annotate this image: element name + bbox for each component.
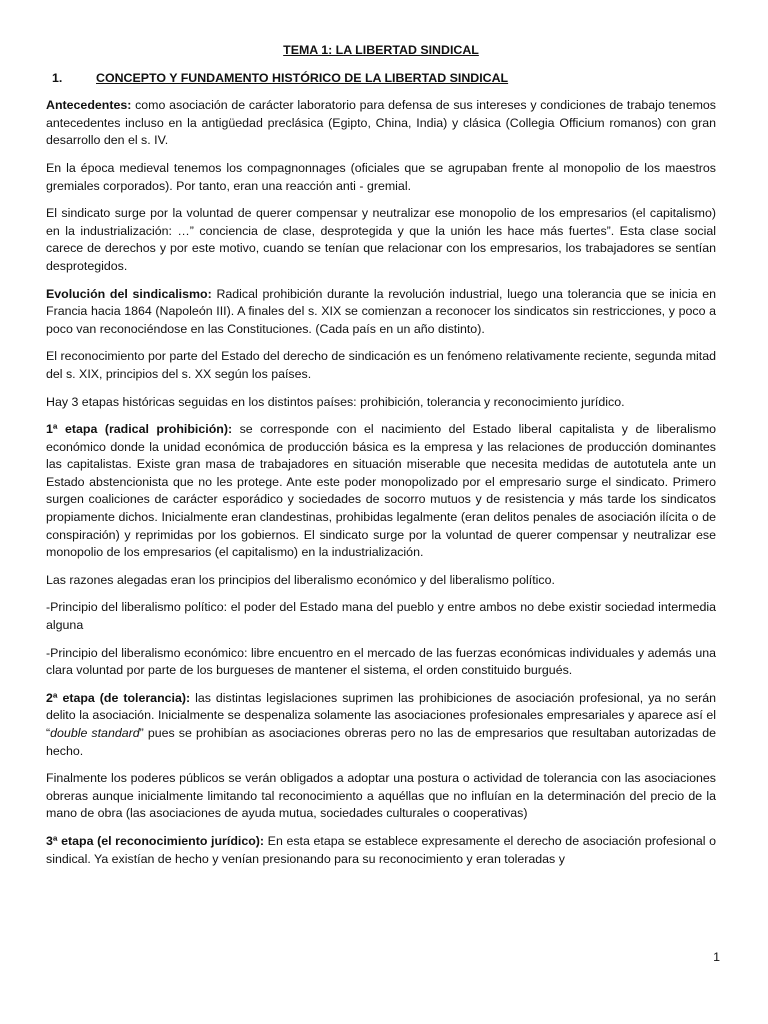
- paragraph-liberalismo-politico: -Principio del liberalismo político: el poder del Estado mana del pueblo y entre ambos no debe existir sociedad intermedia alguna: [46, 600, 716, 633]
- paragraph-label: 1ª etapa (radical prohibición):: [46, 422, 233, 437]
- paragraph-etapa-2: [46, 690, 716, 760]
- paragraph-text: Radical prohibición durante la revolución industrial, luego una tolerancia que se inicia en Francia hacia 1864 (Napoleón III). A finales del s. XIX se comienzan a reconocer los sindicatos sin restricciones, y poco a poco van reconociéndose en las Constituciones. (Cada país en un año distinto).: [46, 286, 716, 336]
- section-title: CONCEPTO Y FUNDAMENTO HISTÓRICO DE LA LIBERTAD SINDICAL: [96, 70, 509, 85]
- paragraph-label: Evolución del sindicalismo:: [46, 286, 212, 301]
- page-number: 1: [713, 950, 720, 964]
- paragraph-etapa-1: [46, 421, 716, 562]
- paragraph-text: se corresponde con el nacimiento del Estado liberal capitalista y de liberalismo económico donde la unidad económica de producción básica es la empresa y las relaciones de producción dominantes las capitalistas. Existe gran masa de trabajadores en situación miserable que necesita medidas de autotutela ante un Estado abstencionista que no les protege. Ante este poder monopolizado por el empresario surge el sindicato. Primero surgen coaliciones de carácter esporádico y sociedades de socorro mutuos y de resistencia y más tarde los sindicatos propiamente dichos. Inicialmente eran clandestinas, prohibidas legalmente (eran delitos penales de asociación ilícita o de conspiración) y reprimidas por los gobiernos. El sindicato surge por la voluntad de querer compensar y neutralizar ese monopolio de los empresarios (el capitalismo) en la industrialización.: [46, 422, 716, 560]
- paragraph-evolucion: [46, 286, 716, 339]
- section-number: 1.: [52, 70, 63, 85]
- paragraph-italic: double standard: [50, 726, 140, 740]
- paragraph-etapa-3: [46, 833, 716, 868]
- paragraph-antecedentes: [46, 97, 716, 150]
- paragraph-text: ” pues se prohibían as asociaciones obreras pero no las de empresarios que resultaban autorizadas de hecho.: [46, 726, 717, 758]
- paragraph-text: las distintas legislaciones suprimen las prohibiciones de asociación profesional, ya no serán delito la asociación. Inicialmente se despenaliza solamente las asociaciones profesionales empresariales y aparece así el “: [46, 690, 716, 740]
- document-body: [46, 42, 716, 878]
- paragraph-label: 2ª etapa (de tolerancia):: [46, 690, 191, 705]
- paragraph-etapas: Hay 3 etapas históricas seguidas en los distintos países: prohibición, tolerancia y reconocimiento jurídico.: [46, 394, 625, 409]
- paragraph-label: Antecedentes:: [46, 98, 132, 113]
- paragraph-sindicato-surge: El sindicato surge por la voluntad de querer compensar y neutralizar ese monopolio de los empresarios (el capitalismo) en la industrialización: …” conciencia de clase, desprotegida y que la unión les hace más fuertes”. Esta clase social carece de derechos y por este motivo, cuando se tenían que relacionar con los empresarios, los trabajadores se sentían desprotegidos.: [46, 206, 716, 273]
- section-heading: [46, 70, 716, 88]
- paragraph-medieval: En la época medieval tenemos los compagnonnages (oficiales que se agrupaban frente al monopolio de los maestros gremiales corporados). Por tanto, eran una reacción anti - gremial.: [46, 160, 716, 193]
- paragraph-tolerancia: Finalmente los poderes públicos se verán obligados a adoptar una postura o actividad de tolerancia con las asociaciones obreras aunque inicialmente limitando tal reconocimiento a aquéllas que no influían en la determinación del precio de la mano de obra (las asociaciones de ayuda mutua, sociedades culturales o cooperativas): [46, 771, 716, 821]
- paragraph-label: 3ª etapa (el reconocimiento jurídico):: [46, 833, 265, 848]
- paragraph-razones: Las razones alegadas eran los principios del liberalismo económico y del liberalismo político.: [46, 572, 555, 587]
- document-title: TEMA 1: LA LIBERTAD SINDICAL: [283, 43, 479, 57]
- paragraph-text: como asociación de carácter laboratorio para defensa de sus intereses y condiciones de trabajo tenemos antecedentes incluso en la antigüedad preclásica (Egipto, China, India) y clásica (Collegia Officium romanos) con gran desarrollo den el s. IV.: [46, 98, 716, 148]
- paragraph-reconocimiento: El reconocimiento por parte del Estado del derecho de sindicación es un fenómeno relativamente reciente, segunda mitad del s. XIX, principios del s. XX según los países.: [46, 349, 716, 381]
- paragraph-text: En esta etapa se establece expresamente el derecho de asociación profesional o sindical. Ya existían de hecho y venían presionando para su reconocimiento y eran toleradas y: [46, 833, 717, 866]
- paragraph-liberalismo-economico: -Principio del liberalismo económico: libre encuentro en el mercado de las fuerzas económicas individuales y además una clara voluntad por parte de los burgueses de mantener el sistema, el orden constituido burgués.: [46, 645, 716, 678]
